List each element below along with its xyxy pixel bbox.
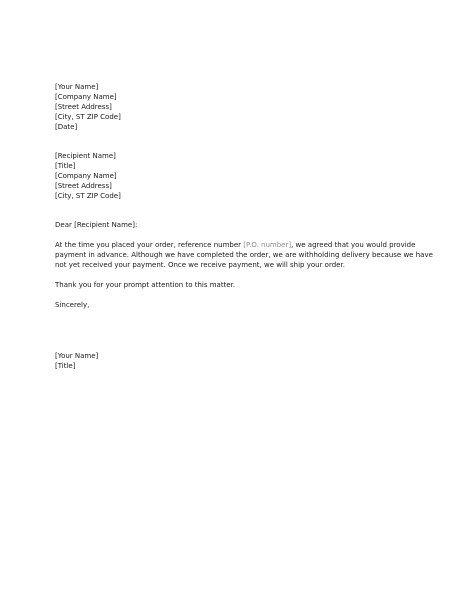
paragraph-2-text: Thank you for your prompt attention to this matter. — [55, 281, 236, 289]
paragraph-1-line-3: not yet received your payment. Once we receive payment, we will ship your order. — [55, 261, 345, 269]
sender-company: [Company Name] — [55, 93, 117, 101]
recipient-company: [Company Name] — [55, 172, 117, 180]
letter-body — [55, 82, 433, 371]
recipient-address-block — [55, 151, 427, 201]
salutation-text: Dear [Recipient Name]: — [55, 221, 138, 229]
paragraph-1-line-1-end: , we agreed that you would provide — [291, 241, 416, 249]
salutation — [55, 220, 427, 230]
recipient-title: [Title] — [55, 162, 76, 170]
body-paragraph-1 — [55, 240, 433, 270]
sender-street: [Street Address] — [55, 103, 112, 111]
closing-text: Sincerely, — [55, 301, 90, 309]
signature-block — [55, 351, 427, 371]
recipient-name: [Recipient Name] — [55, 152, 116, 160]
closing — [55, 300, 427, 310]
paragraph-1-line-2: payment in advance. Although we have completed the order, we are withholding delivery because we have — [55, 251, 433, 259]
po-number-placeholder: [P.O. number] — [243, 241, 292, 249]
body-paragraph-2 — [55, 280, 427, 290]
sender-city: [City, ST ZIP Code] — [55, 113, 121, 121]
paragraph-1-line-1 — [55, 240, 427, 250]
signature-name: [Your Name] — [55, 352, 99, 360]
paragraph-1-line-1-start: At the time you placed your order, reference number — [55, 241, 244, 249]
recipient-street: [Street Address] — [55, 182, 112, 190]
sender-name: [Your Name] — [55, 83, 99, 91]
signature-title: [Title] — [55, 362, 76, 370]
recipient-city: [City, ST ZIP Code] — [55, 192, 121, 200]
letter-date: [Date] — [55, 123, 78, 131]
sender-address-block — [55, 82, 427, 132]
